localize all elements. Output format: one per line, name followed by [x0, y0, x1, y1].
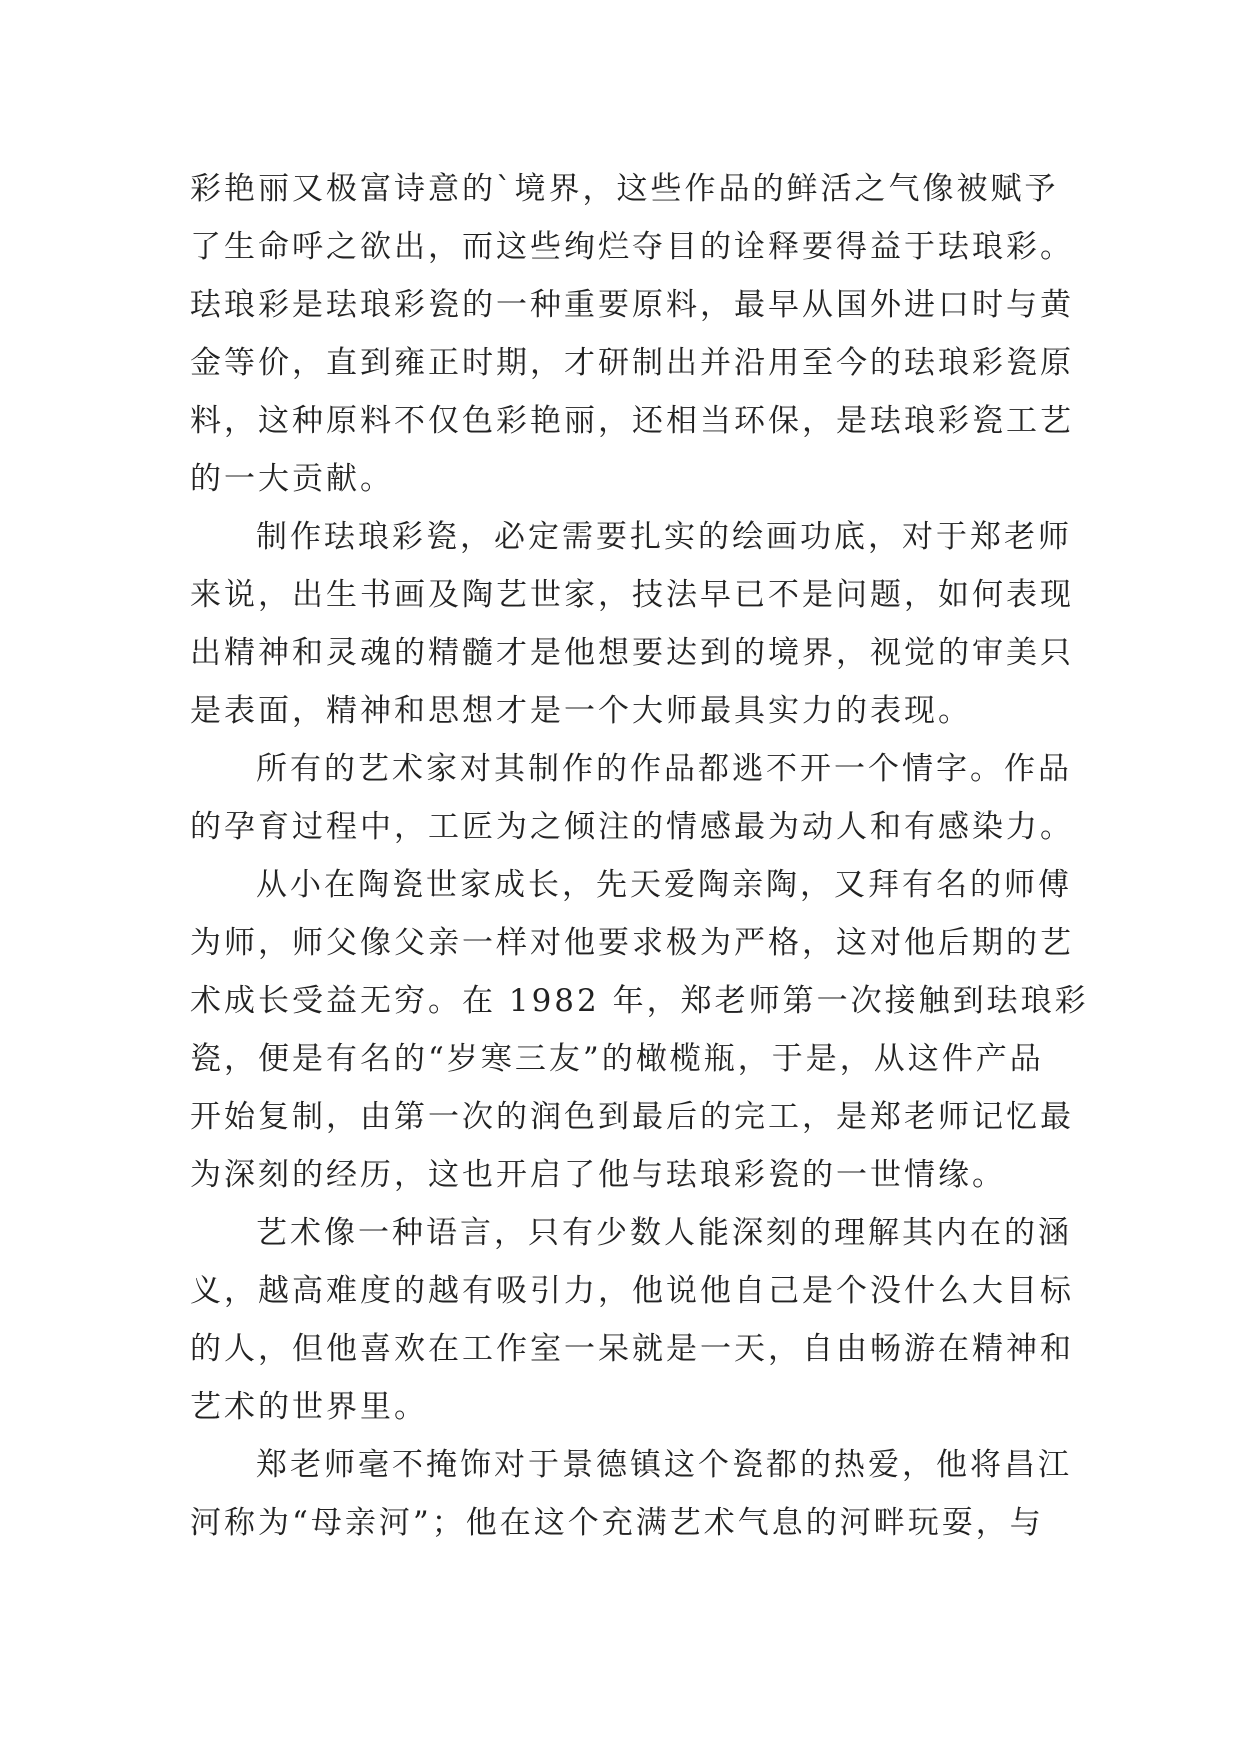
text-line-first: 所有的艺术家对其制作的作品都逃不开一个情字。作品	[256, 751, 1072, 787]
text-line: 珐琅彩是珐琅彩瓷的一种重要原料，最早从国外进口时与黄	[190, 287, 1074, 323]
text-line: 是表面，精神和思想才是一个大师最具实力的表现。	[190, 693, 972, 729]
text-line: 术成长受益无穷。在 1982 年，郑老师第一次接触到珐琅彩	[190, 983, 1089, 1019]
text-line: 的一大贡献。	[190, 461, 394, 497]
text-line: 金等价，直到雍正时期，才研制出并沿用至今的珐琅彩瓷原	[190, 345, 1074, 381]
paragraph-2	[190, 508, 1074, 740]
paragraph-6	[190, 1436, 1072, 1552]
text-line: 的人，但他喜欢在工作室一呆就是一天，自由畅游在精神和	[190, 1331, 1074, 1367]
text-line: 为深刻的经历，这也开启了他与珐琅彩瓷的一世情缘。	[190, 1157, 1006, 1193]
text-line: 义，越高难度的越有吸引力，他说他自己是个没什么大目标	[190, 1273, 1074, 1309]
text-line: 河称为“母亲河”；他在这个充满艺术气息的河畔玩耍，与	[190, 1505, 1044, 1541]
paragraph-5	[190, 1204, 1074, 1436]
text-line-first: 郑老师毫不掩饰对于景德镇这个瓷都的热爱，他将昌江	[256, 1447, 1072, 1483]
paragraph-4	[190, 856, 1089, 1204]
text-line-first: 从小在陶瓷世家成长，先天爱陶亲陶，又拜有名的师傅	[256, 867, 1072, 903]
text-line: 瓷，便是有名的“岁寒三友”的橄榄瓶，于是，从这件产品	[190, 1041, 1044, 1077]
paragraph-3	[190, 740, 1074, 856]
text-line-first: 艺术像一种语言，只有少数人能深刻的理解其内在的涵	[256, 1215, 1072, 1251]
text-line-first: 制作珐琅彩瓷，必定需要扎实的绘画功底，对于郑老师	[256, 519, 1072, 555]
text-line: 的孕育过程中，工匠为之倾注的情感最为动人和有感染力。	[190, 809, 1074, 845]
text-line: 了生命呼之欲出，而这些绚烂夺目的诠释要得益于珐琅彩。	[190, 229, 1074, 265]
text-line: 出精神和灵魂的精髓才是他想要达到的境界，视觉的审美只	[190, 635, 1074, 671]
text-line: 艺术的世界里。	[190, 1389, 428, 1425]
text-line: 来说，出生书画及陶艺世家，技法早已不是问题，如何表现	[190, 577, 1074, 613]
text-line: 开始复制，由第一次的润色到最后的完工，是郑老师记忆最	[190, 1099, 1074, 1135]
article-body	[190, 160, 1089, 1552]
text-line: 为师，师父像父亲一样对他要求极为严格，这对他后期的艺	[190, 925, 1074, 961]
text-line: 彩艳丽又极富诗意的`境界，这些作品的鲜活之气像被赋予	[190, 171, 1059, 207]
text-line: 料，这种原料不仅色彩艳丽，还相当环保，是珐琅彩瓷工艺	[190, 403, 1074, 439]
paragraph-1	[190, 160, 1074, 508]
